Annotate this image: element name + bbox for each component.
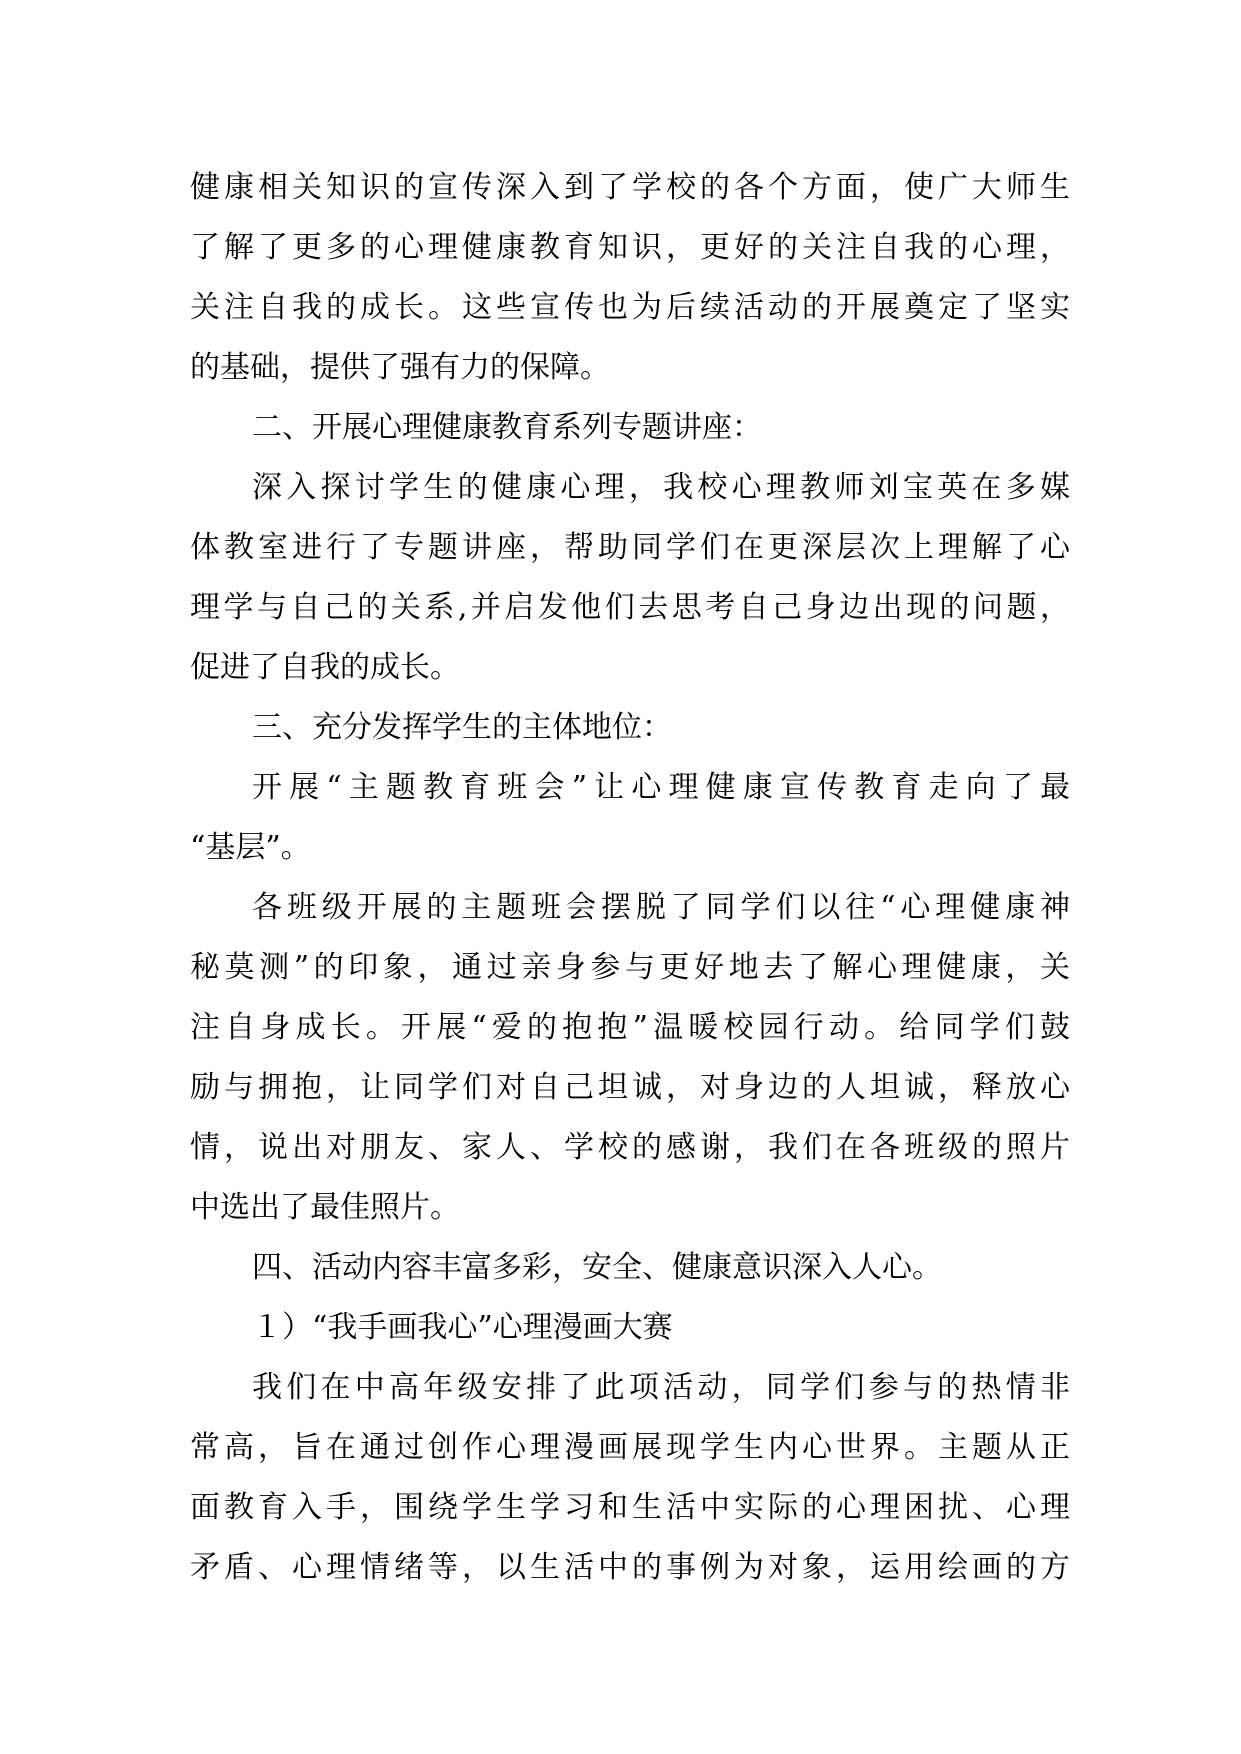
text-line: 开展“主题教育班会”让心理健康宣传教育走向了最: [252, 770, 1070, 805]
text-line: 促进了自我的成长。: [190, 650, 460, 685]
text-line: 中选出了最佳照片。: [190, 1190, 460, 1225]
text-line: “基层”。: [190, 830, 311, 865]
text-line: 深入探讨学生的健康心理，我校心理教师刘宝英在多媒: [252, 470, 1070, 505]
text-line: 励与拥抱，让同学们对自己坦诚，对身边的人坦诚，释放心: [190, 1070, 1070, 1105]
text-line: 理学与自己的关系,并启发他们去思考自己身边出现的问题，: [190, 590, 1070, 625]
text-line: 矛盾、心理情绪等，以生活中的事例为对象，运用绘画的方: [190, 1550, 1070, 1585]
text-line: 关注自我的成长。这些宣传也为后续活动的开展奠定了坚实: [190, 290, 1070, 325]
subsection-heading: １）“我手画我心”心理漫画大赛: [252, 1310, 673, 1345]
section-heading: 三、充分发挥学生的主体地位：: [252, 710, 672, 745]
text-line: 各班级开展的主题班会摆脱了同学们以往“心理健康神: [252, 890, 1070, 925]
text-line: 常高，旨在通过创作心理漫画展现学生内心世界。主题从正: [190, 1430, 1070, 1465]
text-line: 面教育入手，围绕学生学习和生活中实际的心理困扰、心理: [190, 1490, 1070, 1525]
text-line: 我们在中高年级安排了此项活动，同学们参与的热情非: [252, 1370, 1070, 1405]
text-line: 健康相关知识的宣传深入到了学校的各个方面，使广大师生: [190, 170, 1070, 205]
section-heading: 二、开展心理健康教育系列专题讲座：: [252, 410, 762, 445]
text-line: 秘莫测”的印象，通过亲身参与更好地去了解心理健康，关: [190, 950, 1070, 985]
text-line: 的基础，提供了强有力的保障。: [190, 350, 610, 385]
text-line: 了解了更多的心理健康教育知识，更好的关注自我的心理，: [190, 230, 1070, 265]
text-line: 注自身成长。开展“爱的抱抱”温暖校园行动。给同学们鼓: [190, 1010, 1070, 1045]
section-heading: 四、活动内容丰富多彩，安全、健康意识深入人心。: [252, 1250, 942, 1285]
text-line: 体教室进行了专题讲座，帮助同学们在更深层次上理解了心: [190, 530, 1070, 565]
text-line: 情，说出对朋友、家人、学校的感谢，我们在各班级的照片: [190, 1130, 1070, 1165]
